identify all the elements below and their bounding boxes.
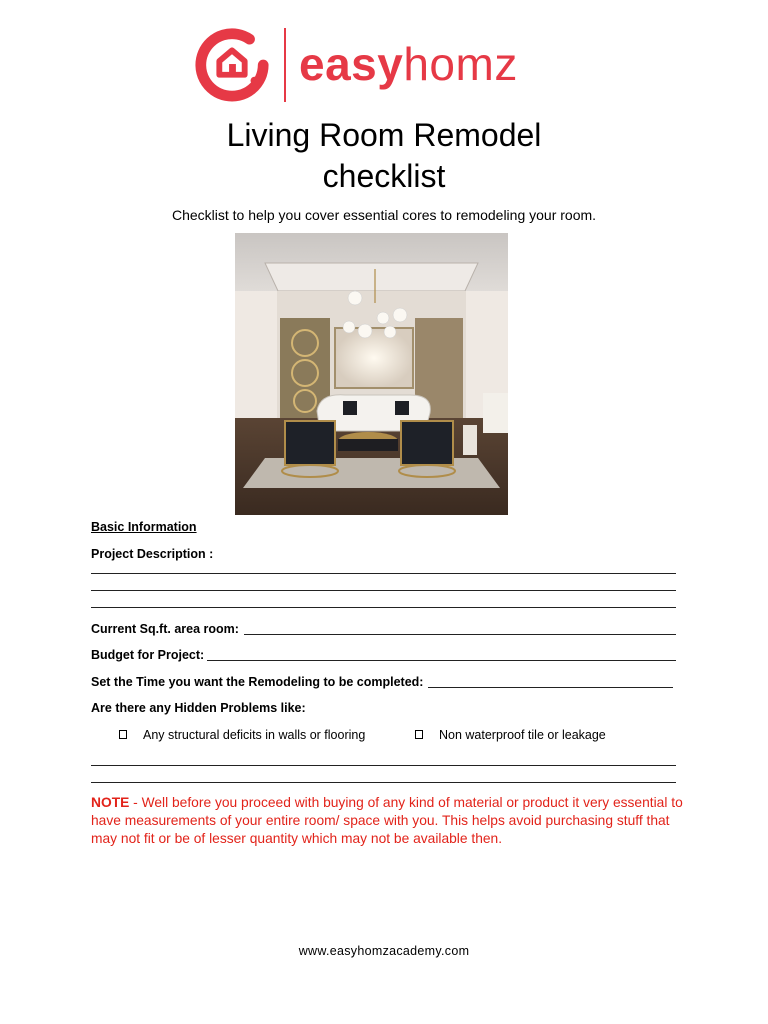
checkbox-icon[interactable] bbox=[119, 730, 127, 739]
house-at-sign-icon bbox=[193, 26, 271, 104]
notes-line-1[interactable] bbox=[91, 765, 676, 766]
logo-divider bbox=[284, 28, 286, 102]
note-paragraph bbox=[91, 794, 691, 848]
living-room-photo bbox=[235, 233, 508, 515]
note-text: - Well before you proceed with buying of any kind of material or product it very essential to have measurements of your entire room/ space with you. This helps avoid purchasing stuff that may not fit or be of lesser quantity which may not be available then. bbox=[91, 795, 683, 846]
completion-time-label: Set the Time you want the Remodeling to be completed: bbox=[91, 675, 424, 689]
brand-name-bold: easy bbox=[299, 38, 404, 90]
description-line-1[interactable] bbox=[91, 573, 676, 574]
page-subtitle: Checklist to help you cover essential cores to remodeling your room. bbox=[171, 207, 597, 223]
current-area-field[interactable] bbox=[244, 634, 676, 635]
page-title-line2: checklist bbox=[322, 158, 446, 194]
budget-label: Budget for Project: bbox=[91, 648, 205, 662]
checkbox-icon[interactable] bbox=[415, 730, 423, 739]
brand-logo bbox=[193, 24, 563, 106]
brand-wordmark bbox=[299, 36, 518, 92]
note-label: NOTE bbox=[91, 795, 130, 810]
basic-information-heading: Basic Information bbox=[91, 520, 197, 534]
budget-field[interactable] bbox=[207, 660, 676, 661]
page-title-line1: Living Room Remodel bbox=[226, 117, 542, 153]
footer-url[interactable]: www.easyhomzacademy.com bbox=[298, 944, 470, 958]
notes-line-2[interactable] bbox=[91, 782, 676, 783]
option-structural-deficits[interactable] bbox=[119, 728, 365, 742]
option-non-waterproof-tile[interactable] bbox=[415, 728, 606, 742]
description-line-2[interactable] bbox=[91, 590, 676, 591]
hidden-problems-label: Are there any Hidden Problems like: bbox=[91, 701, 306, 715]
option-label: Non waterproof tile or leakage bbox=[439, 728, 606, 742]
completion-time-field[interactable] bbox=[428, 687, 673, 688]
description-line-3[interactable] bbox=[91, 607, 676, 608]
current-area-label: Current Sq.ft. area room: bbox=[91, 622, 239, 636]
project-description-label: Project Description : bbox=[91, 547, 214, 561]
option-label: Any structural deficits in walls or flooring bbox=[143, 728, 366, 742]
brand-name-light: homz bbox=[403, 38, 518, 90]
